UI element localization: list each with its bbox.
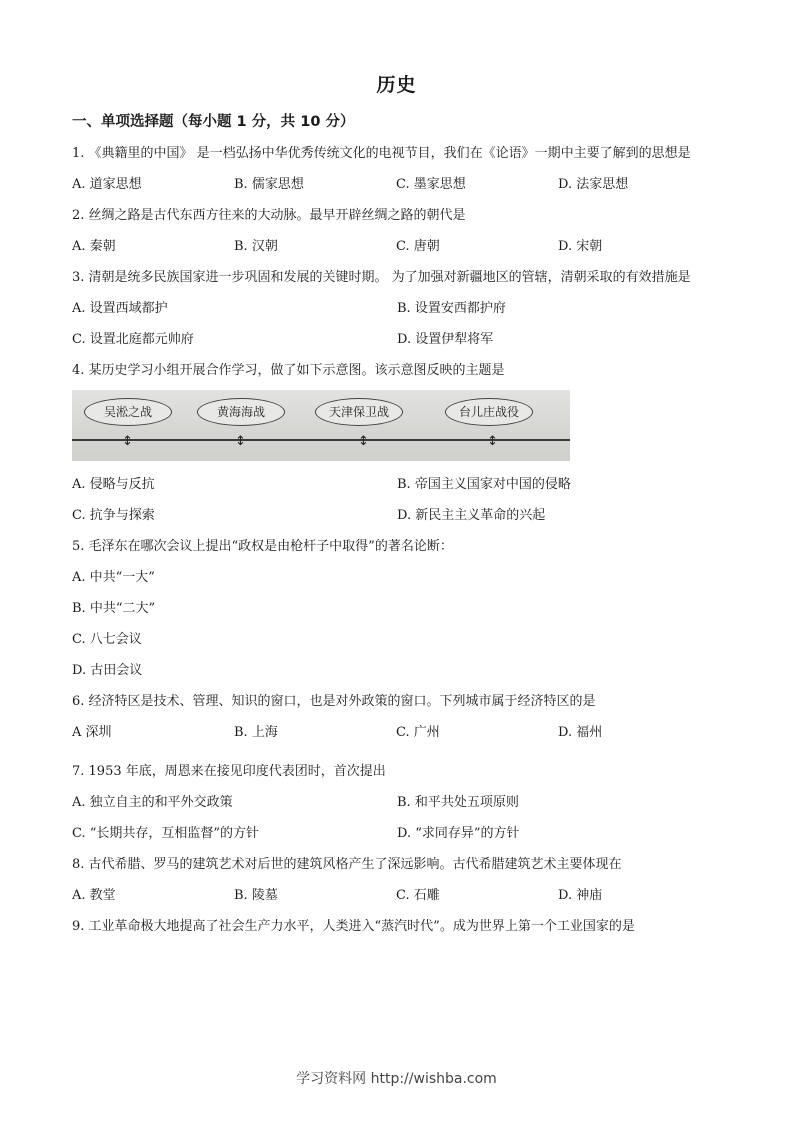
option-list	[72, 787, 722, 849]
footer-watermark: 学习资料网 http://wishba.com	[296, 1071, 497, 1087]
diagram-event-2: 黄海海战	[197, 398, 285, 426]
option-a[interactable]: A 深圳	[72, 725, 112, 740]
question-stem: 6. 经济特区是技术、管理、知识的窗口，也是对外政策的窗口。下列城市属于经济特区的是	[72, 694, 596, 709]
question-stem: 3. 清朝是统多民族国家进一步巩固和发展的关键时期。 为了加强对新疆地区的管辖，清朝采取的有效措施是	[72, 270, 691, 285]
question-5	[72, 531, 722, 686]
option-d[interactable]: D. 神庙	[558, 888, 603, 903]
option-list	[72, 231, 722, 262]
option-c[interactable]: C. 八七会议	[72, 632, 142, 647]
option-b[interactable]: B. 儒家思想	[234, 177, 304, 192]
option-d[interactable]: D. 宋朝	[558, 239, 603, 254]
question-4	[72, 355, 722, 531]
option-a[interactable]: A. 道家思想	[72, 177, 142, 192]
option-c[interactable]: C. 抗争与探索	[72, 508, 155, 523]
question-stem: 1. 《典籍里的中国》 是一档弘扬中华优秀传统文化的电视节目，我们在《论语》一期中主要了解到的思想是	[72, 146, 691, 161]
option-d[interactable]: D. 新民主主义革命的兴起	[397, 508, 546, 523]
option-d[interactable]: D. 福州	[558, 725, 603, 740]
option-a[interactable]: A. 秦朝	[72, 239, 116, 254]
question-9	[72, 911, 722, 942]
question-stem: 2. 丝绸之路是古代东西方往来的大动脉。最早开辟丝绸之路的朝代是	[72, 208, 466, 223]
option-d[interactable]: D. 设置伊犁将军	[397, 332, 494, 347]
timeline-diagram	[72, 390, 570, 461]
option-d[interactable]: D. 古田会议	[72, 663, 143, 678]
option-list	[72, 880, 722, 911]
option-c[interactable]: C. 唐朝	[396, 239, 440, 254]
option-b[interactable]: B. 设置安西都护府	[397, 301, 506, 316]
option-c[interactable]: C. 墨家思想	[396, 177, 466, 192]
option-c[interactable]: C. 广州	[396, 725, 440, 740]
option-d[interactable]: D. “求同存异”的方针	[397, 826, 520, 841]
option-b[interactable]: B. 中共“二大”	[72, 601, 156, 616]
question-2	[72, 200, 722, 262]
double-arrow-icon: ↕	[487, 434, 498, 449]
option-c[interactable]: C. 设置北庭都元帅府	[72, 332, 194, 347]
option-c[interactable]: C. 石雕	[396, 888, 440, 903]
question-stem: 9. 工业革命极大地提高了社会生产力水平，人类进入“蒸汽时代”。成为世界上第一个工业国家的是	[72, 919, 635, 934]
option-b[interactable]: B. 陵墓	[234, 888, 278, 903]
option-list	[72, 169, 722, 200]
option-a[interactable]: A. 教堂	[72, 888, 116, 903]
option-d[interactable]: D. 法家思想	[558, 177, 629, 192]
option-a[interactable]: A. 设置西域都护	[72, 301, 168, 316]
question-3	[72, 262, 722, 355]
option-b[interactable]: B. 帝国主义国家对中国的侵略	[397, 477, 571, 492]
double-arrow-icon: ↕	[235, 434, 246, 449]
question-1	[72, 138, 722, 200]
question-7	[72, 756, 722, 849]
page-title: 历史	[376, 74, 417, 96]
question-6	[72, 686, 722, 748]
option-b[interactable]: B. 上海	[234, 725, 278, 740]
diagram-event-4: 台儿庄战役	[445, 398, 533, 426]
option-a[interactable]: A. 独立自主的和平外交政策	[72, 795, 233, 810]
option-list	[72, 293, 722, 355]
question-stem: 7. 1953 年底，周恩来在接见印度代表团时，首次提出	[72, 764, 386, 779]
question-stem: 8. 古代希腊、罗马的建筑艺术对后世的建筑风格产生了深远影响。古代希腊建筑艺术主要体现在	[72, 857, 622, 872]
option-a[interactable]: A. 侵略与反抗	[72, 477, 155, 492]
option-b[interactable]: B. 和平共处五项原则	[397, 795, 519, 810]
diagram-event-3: 天津保卫战	[315, 398, 403, 426]
section-heading: 一、单项选择题（每小题 1 分，共 10 分）	[72, 114, 355, 130]
option-a[interactable]: A. 中共“一大”	[72, 570, 155, 585]
question-8	[72, 849, 722, 911]
option-c[interactable]: C. “长期共存，互相监督”的方针	[72, 826, 260, 841]
option-list	[72, 562, 722, 686]
option-list	[72, 717, 722, 748]
question-list	[72, 138, 722, 942]
question-stem: 4. 某历史学习小组开展合作学习，做了如下示意图。该示意图反映的主题是	[72, 363, 505, 378]
option-list	[72, 469, 722, 531]
question-stem: 5. 毛泽东在哪次会议上提出“政权是由枪杆子中取得”的著名论断：	[72, 539, 453, 554]
double-arrow-icon: ↕	[358, 434, 369, 449]
option-b[interactable]: B. 汉朝	[234, 239, 278, 254]
double-arrow-icon: ↕	[122, 434, 133, 449]
diagram-event-1: 吴淞之战	[84, 398, 172, 426]
